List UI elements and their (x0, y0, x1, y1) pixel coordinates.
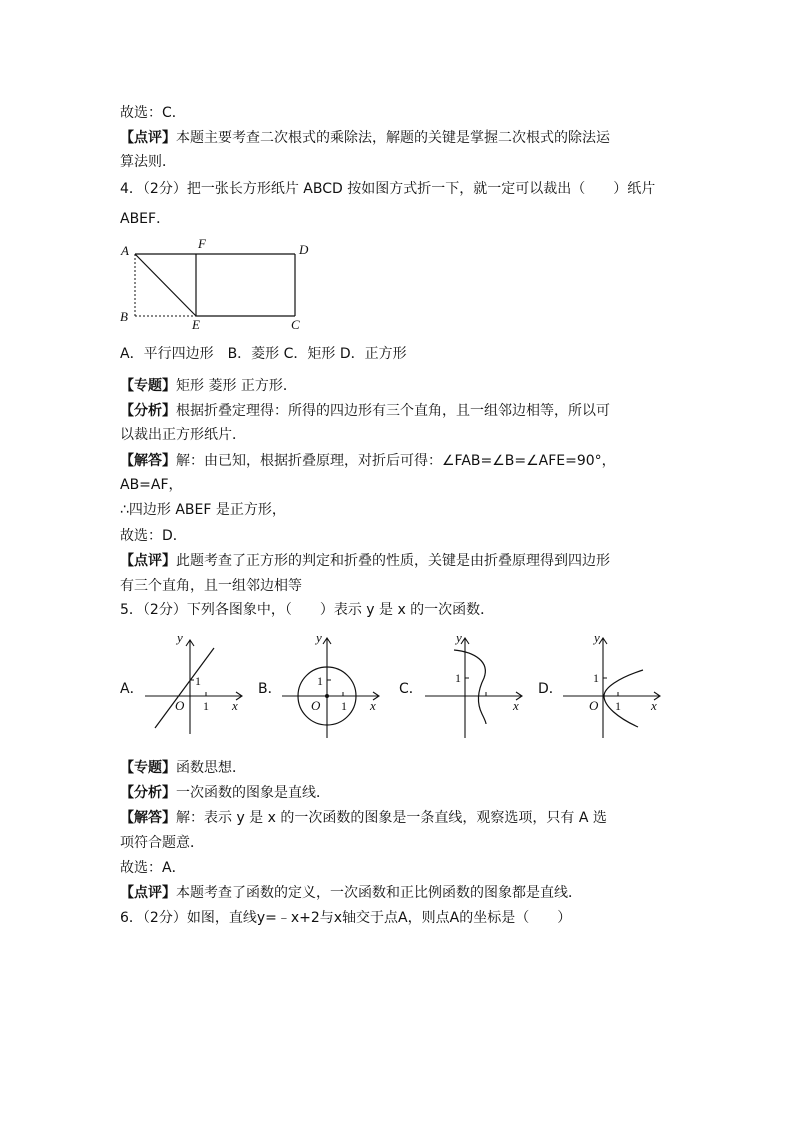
graph-a-origin: O (175, 698, 185, 713)
solution-line-4-3: ∴四边形 ABEF 是正方形， (120, 502, 286, 518)
solution-line-5-cont: 项符合题意． (120, 835, 204, 851)
comment-line-5 (120, 883, 582, 903)
comment-line (120, 128, 610, 148)
graph-b-unit-x: 1 (341, 699, 347, 713)
option-b-label: B． (258, 681, 282, 697)
graph-b-axis-x: x (370, 698, 376, 713)
graph-b-origin: O (311, 698, 321, 713)
graph-b-unit-y: 1 (317, 674, 323, 688)
option-a-label: A． (120, 681, 144, 697)
solution-line-4 (120, 451, 616, 471)
point-label-f: F (198, 236, 206, 251)
point-label-c: C (291, 317, 300, 332)
comment-tag: 【点评】 (120, 130, 176, 146)
solution-text: 解：表示 y 是 x 的一次函数的图象是一条直线，观察选项，只有 A 选 (176, 810, 607, 826)
analysis-tag: 【分析】 (120, 785, 176, 801)
comment-text: 本题主要考查二次根式的乘除法，解题的关键是掌握二次根式的除法运 (176, 130, 610, 146)
topic-text: 函数思想． (176, 760, 246, 776)
point-label-e: E (192, 317, 200, 332)
topic-line-4 (120, 376, 297, 396)
graph-a-straight-line (140, 630, 250, 740)
graph-a-unit-y: 1 (195, 674, 201, 688)
graph-c-axis-x: x (513, 698, 519, 713)
question-4-options: A．平行四边形 B．菱形 C．矩形 D．正方形 (120, 346, 407, 362)
question-5-stem: 5．（2分）下列各图象中，（ ）表示 y 是 x 的一次函数． (120, 602, 495, 618)
topic-text: 矩形 菱形 正方形． (176, 378, 297, 394)
graph-a-unit-x: 1 (203, 699, 209, 713)
graph-b-circle (277, 630, 387, 740)
option-c-label: C． (399, 681, 423, 697)
topic-line-5 (120, 758, 246, 778)
comment-tag: 【点评】 (120, 885, 176, 901)
graph-c-unit-y: 1 (455, 671, 461, 685)
solution-line-5 (120, 808, 607, 828)
graph-a-axis-x: x (232, 698, 238, 713)
analysis-line-4 (120, 401, 610, 421)
graph-d-origin: O (589, 698, 599, 713)
line-answer-c: 故选：C． (120, 105, 186, 121)
solution-text: 解：由已知，根据折叠原理，对折后可得：∠FAB=∠B=∠AFE=90°， (176, 453, 616, 469)
question-4-stem-cont: ABEF． (120, 211, 171, 227)
analysis-text: 一次函数的图象是直线． (176, 785, 330, 801)
point-label-d: D (299, 242, 309, 257)
graph-b-axis-y: y (316, 630, 322, 645)
comment-text: 本题考查了函数的定义，一次函数和正比例函数的图象都是直线． (176, 885, 582, 901)
question-6-stem: 6．（2分）如图，直线y=﹣x+2与x轴交于点A，则点A的坐标是（ ） (120, 910, 572, 926)
graph-d-axis-x: x (651, 698, 657, 713)
comment-line-4-cont: 有三个直角，且一组邻边相等 (120, 578, 302, 594)
topic-tag: 【专题】 (120, 378, 176, 394)
option-d-label: D． (538, 681, 563, 697)
point-label-a: A (121, 243, 129, 258)
comment-line-4 (120, 551, 610, 571)
graph-c-axis-y: y (456, 630, 462, 645)
solution-line-4-2: AB=AF， (120, 477, 183, 493)
figure-4-rectangle-fold (118, 237, 338, 332)
question-4-stem: 4．（2分）把一张长方形纸片 ABCD 按如图方式折一下，就一定可以裁出（ ）纸片 (120, 181, 656, 197)
analysis-line-4-cont: 以裁出正方形纸片． (120, 427, 246, 443)
solution-tag: 【解答】 (120, 453, 176, 469)
analysis-tag: 【分析】 (120, 403, 176, 419)
graph-d-parabola (558, 630, 668, 740)
graph-c-curve (420, 630, 530, 740)
comment-tag: 【点评】 (120, 553, 176, 569)
comment-text: 此题考查了正方形的判定和折叠的性质，关键是由折叠原理得到四边形 (176, 553, 610, 569)
analysis-line-5 (120, 783, 330, 803)
solution-line-4-4: 故选：D． (120, 528, 187, 544)
point-label-b: B (120, 309, 128, 324)
comment-continued: 算法则． (120, 154, 176, 170)
analysis-text: 根据折叠定理得：所得的四边形有三个直角，且一组邻边相等，所以可 (176, 403, 610, 419)
graph-a-axis-y: y (177, 630, 183, 645)
solution-tag: 【解答】 (120, 810, 176, 826)
graph-d-unit-y: 1 (593, 671, 599, 685)
graph-d-unit-x: 1 (615, 699, 621, 713)
graph-d-axis-y: y (594, 630, 600, 645)
topic-tag: 【专题】 (120, 760, 176, 776)
solution-line-5-3: 故选：A． (120, 860, 186, 876)
